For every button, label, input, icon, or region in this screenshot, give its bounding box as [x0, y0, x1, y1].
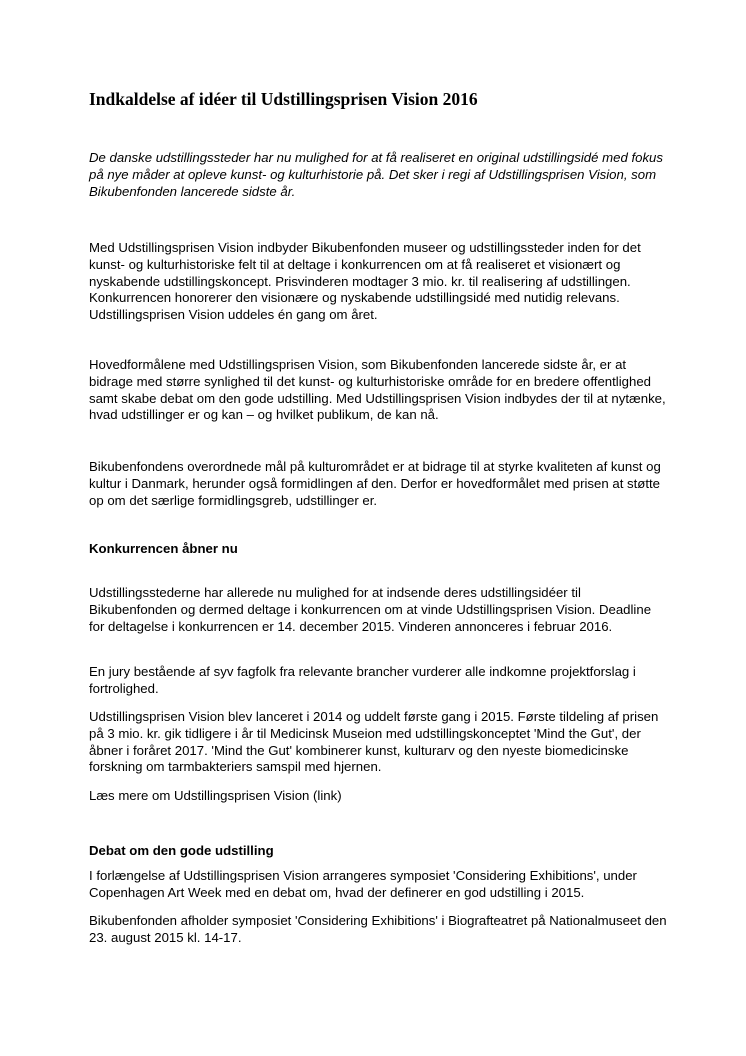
document-title: Indkaldelse af idéer til Udstillingsprisen Vision 2016 — [89, 89, 478, 109]
body-paragraph-4: Udstillingsstederne har allerede nu mulighed for at indsende deres udstillingsidéer til Bikubenfonden og dermed deltage i konkurrencen om at vinde Udstillingsprisen Vision. Deadline for deltagelse i konkurrencen er 14. december 2015. Vinderen annonceres i februar 2016. — [89, 585, 652, 634]
section-heading-debat: Debat om den gode udstilling — [89, 843, 274, 858]
body-paragraph-7: I forlængelse af Udstillingsprisen Vision arrangeres symposiet 'Considering Exhibitions', under Copenhagen Art Week med en debat om, hvad der definerer en god udstilling i 2015. — [89, 868, 637, 900]
body-paragraph-6: Udstillingsprisen Vision blev lanceret i 2014 og uddelt første gang i 2015. Første tildeling af prisen på 3 mio. kr. gik tidligere i år til Medicinsk Museion med udstillingskonceptet 'Mind the Gut', der åbner i foråret 2017. 'Mind the Gut' kombinerer kunst, kulturarv og den nyeste biomedicinske forskning om tarmbakteriers samspil med hjernen. — [89, 709, 659, 775]
read-more-link[interactable]: Læs mere om Udstillingsprisen Vision (link) — [89, 788, 342, 803]
body-paragraph-8: Bikubenfonden afholder symposiet 'Considering Exhibitions' i Biografteatret på Nationalmuseet den 23. august 2015 kl. 14-17. — [89, 913, 667, 945]
section-heading-konkurrence: Konkurrencen åbner nu — [89, 541, 238, 556]
body-paragraph-1: Med Udstillingsprisen Vision indbyder Bikubenfonden museer og udstillingssteder inden for det kunst- og kulturhistoriske felt til at deltage i konkurrencen om at få realiseret et visionært og nyskabende udstillingskoncept. Prisvinderen modtager 3 mio. kr. til realisering af udstillingen. Konkurrencen honorerer den visionære og nyskabende udstillingsidé med nutidig relevans. Udstillingsprisen Vision uddeles én gang om året. — [89, 240, 641, 323]
body-paragraph-3: Bikubenfondens overordnede mål på kulturområdet er at bidrage til at styrke kvaliteten af kunst og kultur i Danmark, herunder også formidlingen af den. Derfor er hovedformålet med prisen at støtte op om det særlige formidlingsgreb, udstillinger er. — [89, 459, 661, 508]
body-paragraph-2: Hovedformålene med Udstillingsprisen Vision, som Bikubenfonden lancerede sidste år, er at bidrage med større synlighed til det kunst- og kulturhistoriske område for en bredere offentlighed samt skabe debat om den gode udstilling. Med Udstillingsprisen Vision indbydes der til at nytænke, hvad udstillinger er og kan – og hvilket publikum, de kan nå. — [89, 357, 666, 423]
intro-paragraph: De danske udstillingssteder har nu mulighed for at få realiseret en original udstillingsidé med fokus på nye måder at opleve kunst- og kulturhistorie på. Det sker i regi af Udstillingsprisen Vision, som Bikubenfonden lancerede sidste år. — [89, 150, 663, 199]
body-paragraph-5: En jury bestående af syv fagfolk fra relevante brancher vurderer alle indkomne projektforslag i fortrolighed. — [89, 664, 636, 696]
